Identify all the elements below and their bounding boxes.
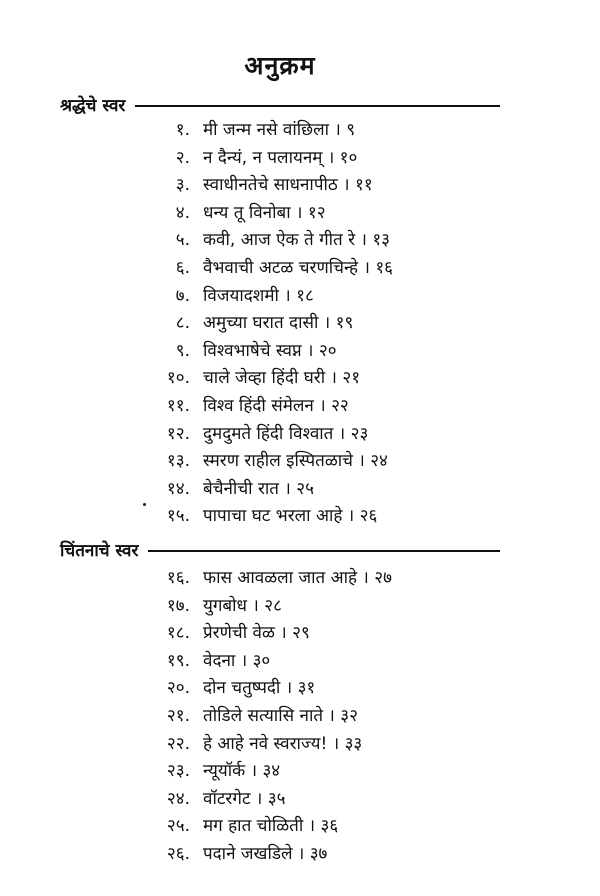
entry-title: दुमदुमते हिंदी विश्वात । २३ bbox=[203, 423, 369, 444]
entry-number: १८. bbox=[166, 623, 190, 644]
toc-entry bbox=[0, 283, 600, 311]
entry-title: पदाने जखडिले । ३७ bbox=[203, 843, 328, 864]
entry-title: दोन चतुष्पदी । ३१ bbox=[203, 678, 316, 699]
section-label: श्रद्धेचे स्वर bbox=[60, 95, 126, 116]
entry-title: मग हात चोळिती । ३६ bbox=[203, 816, 339, 837]
entry-number: ४. bbox=[175, 202, 190, 223]
entry-number: २२. bbox=[166, 733, 190, 754]
entry-title: कवी, आज ऐक ते गीत रे । १३ bbox=[203, 230, 391, 251]
toc-entry bbox=[0, 593, 600, 621]
entry-title: पापाचा घट भरला आहे । २६ bbox=[203, 506, 378, 527]
entry-title: अमुच्या घरात दासी । १९ bbox=[203, 313, 354, 334]
entry-number: २४. bbox=[166, 788, 190, 809]
entry-number: ६. bbox=[175, 257, 190, 278]
section-rule bbox=[135, 105, 500, 107]
toc-entry bbox=[0, 675, 600, 703]
entry-number: २६. bbox=[166, 843, 190, 864]
entry-number: २०. bbox=[166, 678, 190, 699]
entry-number: २. bbox=[175, 147, 190, 168]
speck-mark bbox=[143, 503, 146, 506]
entry-title: विजयादशमी । १८ bbox=[203, 285, 314, 306]
entry-title: बेचैनीची रात । २५ bbox=[203, 478, 314, 499]
entry-number: १०. bbox=[166, 368, 190, 389]
toc-entry bbox=[0, 731, 600, 759]
toc-entry bbox=[0, 393, 600, 421]
toc-entry bbox=[0, 338, 600, 366]
entry-number: ८. bbox=[175, 313, 190, 334]
entry-title: युगबोध । २८ bbox=[203, 595, 282, 616]
entry-title: न दैन्यं, न पलायनम् । १० bbox=[203, 147, 358, 168]
entry-title: विश्व हिंदी संमेलन । २२ bbox=[203, 395, 349, 416]
toc-entry bbox=[0, 786, 600, 814]
toc-entry bbox=[0, 758, 600, 786]
toc-entry bbox=[0, 421, 600, 449]
entry-number: ७. bbox=[175, 285, 190, 306]
entry-number: १३. bbox=[166, 451, 190, 472]
entry-title: न्यूयॉर्क । ३४ bbox=[203, 761, 281, 782]
entry-title: प्रेरणेची वेळ । २९ bbox=[203, 623, 310, 644]
section-label: चिंतनाचे स्वर bbox=[60, 540, 139, 561]
entry-title: फास आवळला जात आहे । २७ bbox=[203, 568, 392, 588]
entry-title: विश्वभाषेचे स्वप्न । २० bbox=[203, 340, 337, 361]
entry-number: ११. bbox=[166, 395, 190, 416]
entry-number: ५. bbox=[175, 230, 190, 251]
entry-number: २३. bbox=[166, 761, 190, 782]
entry-number: १५. bbox=[166, 506, 190, 527]
entry-number: २५. bbox=[166, 816, 190, 837]
entry-title: मी जन्म नसे वांछिला । ९ bbox=[203, 120, 356, 140]
entry-number: १९. bbox=[166, 650, 190, 671]
entry-number: २१. bbox=[166, 705, 190, 726]
toc-list-2 bbox=[0, 565, 600, 869]
entry-number: १६. bbox=[166, 568, 190, 588]
toc-entry bbox=[0, 200, 600, 228]
toc-entry bbox=[0, 476, 600, 504]
toc-list-1 bbox=[0, 117, 600, 531]
entry-title: स्मरण राहील इस्पितळाचे । २४ bbox=[203, 451, 388, 472]
entry-number: १७. bbox=[166, 595, 190, 616]
toc-entry bbox=[0, 703, 600, 731]
toc-entry bbox=[0, 365, 600, 393]
toc-entry bbox=[0, 503, 600, 531]
entry-title: धन्य तू विनोबा । १२ bbox=[203, 202, 326, 223]
entry-title: स्वाधीनतेचे साधनापीठ । ११ bbox=[203, 175, 373, 196]
section-heading-2 bbox=[60, 535, 500, 563]
toc-entry bbox=[0, 841, 600, 869]
section-rule bbox=[148, 550, 500, 552]
toc-entry bbox=[0, 117, 600, 145]
entry-title: तोडिले सत्यासि नाते । ३२ bbox=[203, 705, 358, 726]
entry-number: १. bbox=[175, 120, 190, 140]
entry-title: वॉटरगेट । ३५ bbox=[203, 788, 286, 809]
toc-entry bbox=[0, 310, 600, 338]
entry-number: १४. bbox=[166, 478, 190, 499]
toc-entry bbox=[0, 648, 600, 676]
section-heading-1 bbox=[60, 90, 500, 118]
toc-entry bbox=[0, 813, 600, 841]
toc-entry bbox=[0, 448, 600, 476]
entry-title: वेदना । ३० bbox=[203, 650, 271, 671]
toc-entry bbox=[0, 145, 600, 173]
page-title: अनुक्रम bbox=[244, 51, 316, 80]
toc-entry bbox=[0, 620, 600, 648]
entry-number: १२. bbox=[166, 423, 190, 444]
entry-title: हे आहे नवे स्वराज्य! । ३३ bbox=[203, 733, 363, 754]
entry-title: वैभवाची अटळ चरणचिन्हे । १६ bbox=[203, 257, 394, 278]
entry-number: ९. bbox=[175, 340, 190, 361]
toc-entry bbox=[0, 565, 600, 593]
toc-entry bbox=[0, 255, 600, 283]
toc-entry bbox=[0, 227, 600, 255]
toc-entry bbox=[0, 172, 600, 200]
entry-title: चाले जेव्हा हिंदी घरी । २१ bbox=[203, 368, 361, 389]
entry-number: ३. bbox=[175, 175, 190, 196]
